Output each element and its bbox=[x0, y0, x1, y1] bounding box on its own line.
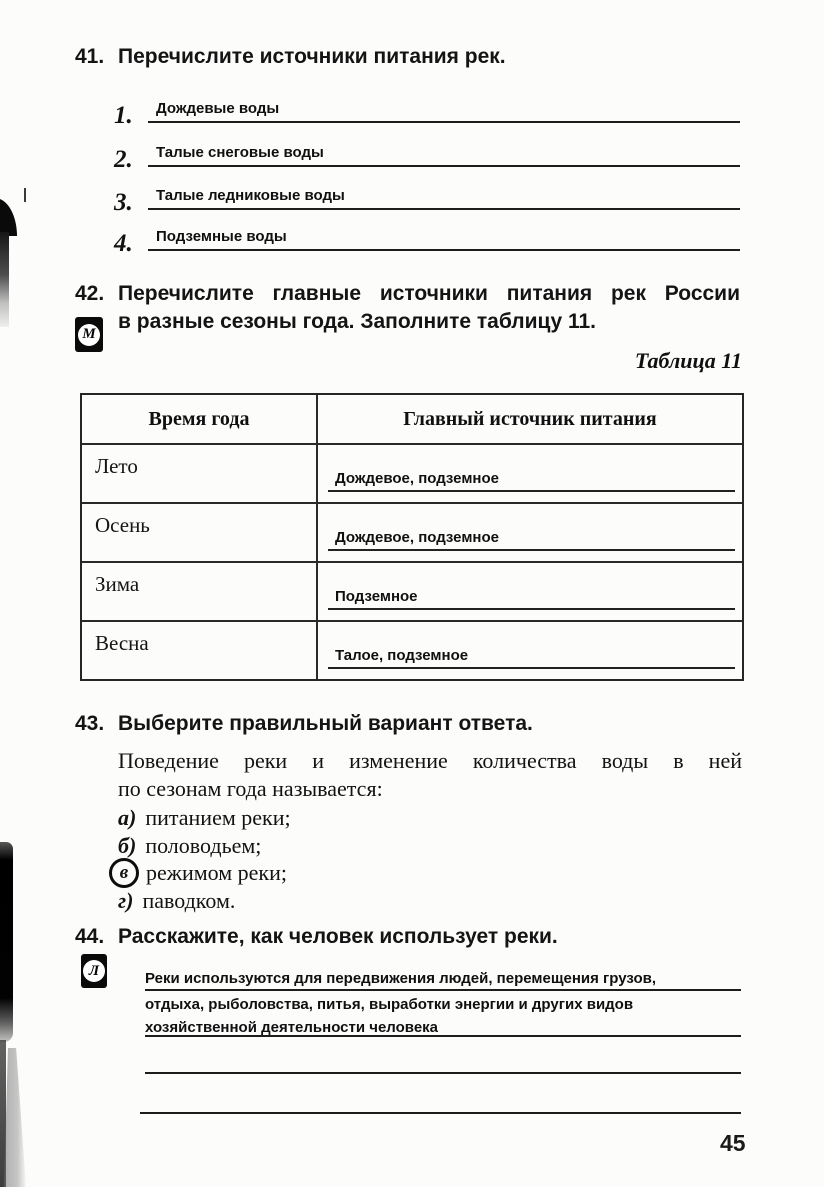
q44-answer bbox=[145, 968, 741, 1037]
question-42-title-line1: Перечислите главные источники питания рек России bbox=[118, 282, 740, 305]
q41-item-4 bbox=[112, 220, 742, 257]
scan-artifact-strip bbox=[0, 842, 13, 1042]
scan-artifact-tick bbox=[24, 188, 26, 202]
q41-item-2 bbox=[112, 136, 742, 173]
q44-answer-line1: Реки используются для передвижения людей, перемещения грузов, bbox=[145, 968, 741, 991]
question-42-heading bbox=[75, 282, 740, 334]
season-answer: Талое, подземное bbox=[328, 647, 735, 669]
q41-item-2-number: 2. bbox=[114, 146, 133, 173]
table-header-source: Главный источник питания bbox=[403, 407, 657, 430]
q41-item-1-answer: Дождевые воды bbox=[148, 100, 740, 123]
season-label: Лето bbox=[95, 454, 138, 478]
q43-option-g bbox=[118, 886, 235, 915]
q43-option-a bbox=[118, 803, 291, 832]
q43-option-a-text: питанием реки; bbox=[145, 804, 291, 830]
question-43-title: Выберите правильный вариант ответа. bbox=[118, 712, 533, 735]
season-answer: Подземное bbox=[328, 588, 735, 610]
scan-artifact-tail bbox=[0, 232, 9, 327]
question-42-title-line2: в разные сезоны года. Заполните таблицу 11. bbox=[118, 310, 597, 333]
page-number: 45 bbox=[720, 1130, 746, 1156]
q43-statement-line1: Поведение реки и изменение количества воды в ней bbox=[118, 748, 742, 773]
season-label: Осень bbox=[95, 513, 150, 537]
question-42-number: 42. bbox=[75, 282, 105, 305]
q41-item-1-number: 1. bbox=[114, 102, 133, 129]
q43-option-v-text: режимом реки; bbox=[146, 859, 288, 885]
table-row-summer bbox=[82, 445, 742, 504]
q41-item-3-number: 3. bbox=[114, 189, 133, 216]
question-44-title: Расскажите, как человек использует реки. bbox=[118, 925, 558, 948]
q44-blank-line-1 bbox=[145, 1052, 741, 1074]
q44-blank-line-2 bbox=[140, 1092, 741, 1114]
question-43-number: 43. bbox=[75, 712, 105, 735]
question-41-title: Перечислите источники питания рек. bbox=[118, 45, 506, 68]
l-badge-letter: Л bbox=[83, 960, 105, 982]
l-badge-icon bbox=[81, 954, 107, 988]
m-badge-icon bbox=[75, 317, 103, 352]
season-label: Зима bbox=[95, 572, 140, 596]
q43-option-a-letter: а) bbox=[118, 804, 137, 830]
question-43-heading bbox=[75, 712, 740, 736]
table-row-autumn bbox=[82, 504, 742, 563]
m-badge-letter: М bbox=[78, 324, 100, 346]
scan-artifact-edge bbox=[0, 1040, 6, 1187]
q41-item-4-answer: Подземные воды bbox=[148, 228, 740, 251]
table-11 bbox=[80, 393, 744, 681]
q43-statement bbox=[118, 747, 742, 803]
scan-artifact-hook bbox=[0, 198, 17, 236]
q41-item-3 bbox=[112, 179, 742, 216]
table-row-spring bbox=[82, 622, 742, 679]
q43-statement-line2: по сезонам года называется: bbox=[118, 776, 383, 801]
q43-option-g-letter: г) bbox=[118, 887, 134, 913]
season-answer: Дождевое, подземное bbox=[328, 529, 735, 551]
scan-artifact-binding-shadow bbox=[4, 1048, 26, 1187]
q41-item-4-number: 4. bbox=[114, 230, 133, 257]
table-header-row bbox=[82, 395, 742, 445]
question-42-title bbox=[118, 282, 740, 334]
question-44-number: 44. bbox=[75, 925, 105, 948]
q44-answer-line3: хозяйственной деятельности человека bbox=[145, 1014, 741, 1037]
q41-item-3-answer: Талые ледниковые воды bbox=[148, 187, 740, 210]
q43-option-v-selected bbox=[118, 858, 287, 887]
q43-answer-circle: в bbox=[109, 858, 139, 888]
question-44-heading bbox=[75, 925, 740, 949]
season-label: Весна bbox=[95, 631, 149, 655]
question-41-heading bbox=[75, 45, 740, 69]
q43-option-b-letter: б) bbox=[118, 832, 137, 858]
q41-item-2-answer: Талые снеговые воды bbox=[148, 144, 740, 167]
question-41-number: 41. bbox=[75, 45, 105, 68]
q44-answer-line2: отдыха, рыболовства, питья, выработки энергии и других видов bbox=[145, 996, 634, 1013]
q43-option-b-text: половодьем; bbox=[145, 832, 262, 858]
season-answer: Дождевое, подземное bbox=[328, 470, 735, 492]
table-row-winter bbox=[82, 563, 742, 622]
table-header-season: Время года bbox=[82, 395, 318, 443]
q43-option-g-text: паводком. bbox=[142, 887, 236, 913]
q41-item-1 bbox=[112, 92, 742, 129]
table-11-caption: Таблица 11 bbox=[634, 348, 742, 373]
q43-option-b bbox=[118, 831, 261, 860]
